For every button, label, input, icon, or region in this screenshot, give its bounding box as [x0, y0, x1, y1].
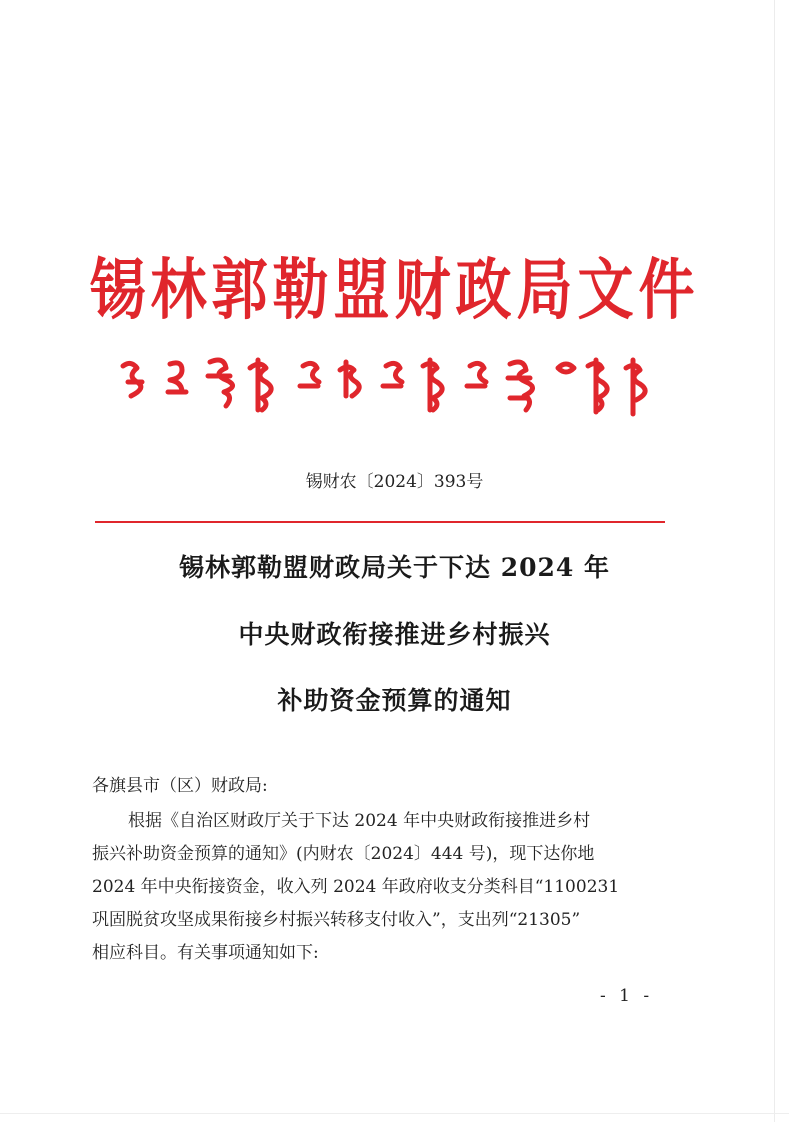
red-divider-line: [95, 521, 665, 523]
page-number: - 1 -: [600, 986, 654, 1006]
notice-title-line-2: 中央财政衔接推进乡村振兴: [238, 620, 551, 649]
page-edge-bottom: [0, 1113, 789, 1114]
body-line: 巩固脱贫攻坚成果衔接乡村振兴转移支付收入”，支出列“21305”: [92, 910, 581, 930]
mongolian-script-header: [118, 352, 658, 422]
body-line: 2024 年中央衔接资金，收入列 2024 年政府收支分类科目“1100231: [92, 877, 620, 897]
issuer-header-title: 锡林郭勒盟财政局文件: [89, 252, 700, 329]
notice-title-line-3: 补助资金预算的通知: [277, 686, 512, 715]
body-paragraph: [92, 805, 692, 970]
salutation: 各旗县市（区）财政局:: [92, 776, 268, 796]
body-line: 振兴补助资金预算的通知》(内财农〔2024〕444 号)，现下达你地: [92, 844, 595, 864]
body-line: 根据《自治区财政厅关于下达 2024 年中央财政衔接推进乡村: [128, 811, 591, 831]
body-line: 相应科目。有关事项通知如下:: [92, 943, 319, 963]
notice-title-line-1: 锡林郭勒盟财政局关于下达 2024 年: [179, 553, 610, 582]
document-number: 锡财农〔2024〕393号: [305, 472, 484, 492]
